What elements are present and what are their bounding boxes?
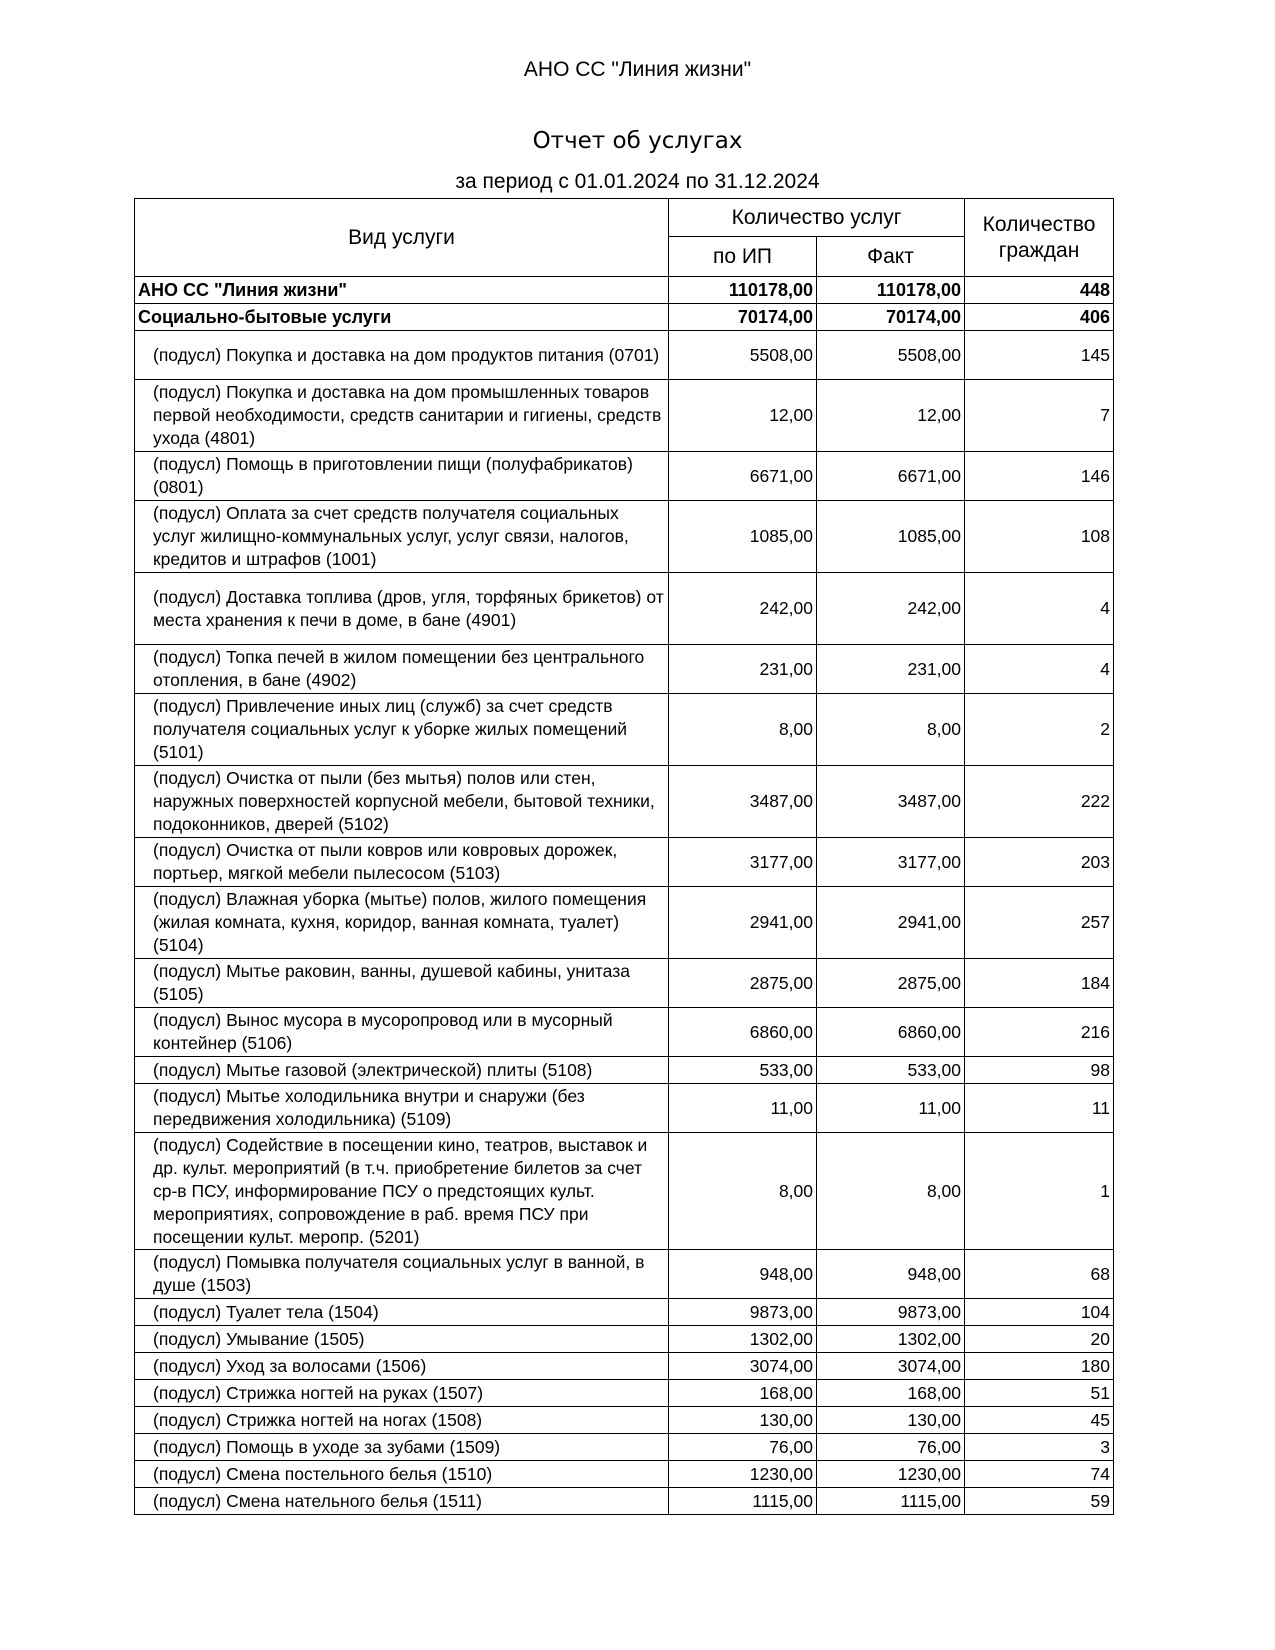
citizens-value: 45 — [965, 1407, 1114, 1434]
service-name: (подусл) Умывание (1505) — [135, 1326, 669, 1353]
total-fact: 110178,00 — [817, 277, 965, 304]
table-row — [135, 501, 1114, 573]
column-header-plan: по ИП — [669, 237, 817, 277]
service-name: (подусл) Стрижка ногтей на ногах (1508) — [135, 1407, 669, 1434]
fact-value: 76,00 — [817, 1434, 965, 1461]
citizens-value: 222 — [965, 766, 1114, 838]
table-row — [135, 1380, 1114, 1407]
service-name: (подусл) Очистка от пыли (без мытья) полов или стен, наружных поверхностей корпусной мебели, бытовой техники, подоконников, дверей (5102) — [135, 766, 669, 838]
service-name: (подусл) Очистка от пыли ковров или ковровых дорожек, портьер, мягкой мебели пылесосом (5103) — [135, 838, 669, 887]
service-name: (подусл) Туалет тела (1504) — [135, 1299, 669, 1326]
service-name: (подусл) Покупка и доставка на дом продуктов питания (0701) — [135, 331, 669, 380]
fact-value: 130,00 — [817, 1407, 965, 1434]
total-citizens: 448 — [965, 277, 1114, 304]
table-row — [135, 1133, 1114, 1250]
service-name: (подусл) Мытье раковин, ванны, душевой кабины, унитаза (5105) — [135, 959, 669, 1008]
column-header-service: Вид услуги — [135, 199, 669, 277]
group-name: Социально-бытовые услуги — [135, 304, 669, 331]
service-name: (подусл) Привлечение иных лиц (служб) за счет средств получателя социальных услуг к уборке жилых помещений (5101) — [135, 694, 669, 766]
fact-value: 6671,00 — [817, 452, 965, 501]
group-citizens: 406 — [965, 304, 1114, 331]
plan-value: 1302,00 — [669, 1326, 817, 1353]
group-row — [135, 304, 1114, 331]
plan-value: 3177,00 — [669, 838, 817, 887]
citizens-value: 74 — [965, 1461, 1114, 1488]
plan-value: 6671,00 — [669, 452, 817, 501]
citizens-value: 51 — [965, 1380, 1114, 1407]
table-row — [135, 452, 1114, 501]
citizens-value: 184 — [965, 959, 1114, 1008]
total-plan: 110178,00 — [669, 277, 817, 304]
fact-value: 3074,00 — [817, 1353, 965, 1380]
services-table — [134, 198, 1114, 1515]
service-name: (подусл) Стрижка ногтей на руках (1507) — [135, 1380, 669, 1407]
plan-value: 231,00 — [669, 645, 817, 694]
fact-value: 6860,00 — [817, 1008, 965, 1057]
fact-value: 948,00 — [817, 1250, 965, 1299]
total-row — [135, 277, 1114, 304]
fact-value: 231,00 — [817, 645, 965, 694]
service-name: (подусл) Мытье холодильника внутри и снаружи (без передвижения холодильника) (5109) — [135, 1084, 669, 1133]
total-name: АНО СС "Линия жизни" — [135, 277, 669, 304]
table-row — [135, 1326, 1114, 1353]
citizens-value: 3 — [965, 1434, 1114, 1461]
fact-value: 1230,00 — [817, 1461, 965, 1488]
organization-name: АНО СС "Линия жизни" — [523, 58, 752, 81]
citizens-value: 2 — [965, 694, 1114, 766]
fact-value: 12,00 — [817, 380, 965, 452]
column-header-citizens: Количество граждан — [965, 199, 1114, 277]
plan-value: 11,00 — [669, 1084, 817, 1133]
plan-value: 1230,00 — [669, 1461, 817, 1488]
plan-value: 6860,00 — [669, 1008, 817, 1057]
plan-value: 1115,00 — [669, 1488, 817, 1515]
table-row — [135, 380, 1114, 452]
plan-value: 2941,00 — [669, 887, 817, 959]
citizens-value: 180 — [965, 1353, 1114, 1380]
group-fact: 70174,00 — [817, 304, 965, 331]
citizens-value: 4 — [965, 573, 1114, 645]
fact-value: 1115,00 — [817, 1488, 965, 1515]
citizens-value: 4 — [965, 645, 1114, 694]
service-name: (подусл) Покупка и доставка на дом промышленных товаров первой необходимости, средств санитарии и гигиены, средств ухода (4801) — [135, 380, 669, 452]
plan-value: 8,00 — [669, 694, 817, 766]
table-row — [135, 645, 1114, 694]
fact-value: 1302,00 — [817, 1326, 965, 1353]
table-row — [135, 766, 1114, 838]
plan-value: 2875,00 — [669, 959, 817, 1008]
fact-value: 9873,00 — [817, 1299, 965, 1326]
citizens-value: 68 — [965, 1250, 1114, 1299]
fact-value: 168,00 — [817, 1380, 965, 1407]
table-row — [135, 1488, 1114, 1515]
service-name: (подусл) Помощь в приготовлении пищи (полуфабрикатов) (0801) — [135, 452, 669, 501]
service-name: (подусл) Смена постельного белья (1510) — [135, 1461, 669, 1488]
service-name: (подусл) Влажная уборка (мытье) полов, жилого помещения (жилая комната, кухня, коридор, ванная комната, туалет) (5104) — [135, 887, 669, 959]
service-name: (подусл) Мытье газовой (электрической) плиты (5108) — [135, 1057, 669, 1084]
group-plan: 70174,00 — [669, 304, 817, 331]
plan-value: 5508,00 — [669, 331, 817, 380]
fact-value: 242,00 — [817, 573, 965, 645]
citizens-value: 104 — [965, 1299, 1114, 1326]
plan-value: 3074,00 — [669, 1353, 817, 1380]
plan-value: 8,00 — [669, 1133, 817, 1250]
table-row — [135, 1407, 1114, 1434]
column-header-qty-group: Количество услуг — [669, 199, 965, 237]
fact-value: 3177,00 — [817, 838, 965, 887]
fact-value: 533,00 — [817, 1057, 965, 1084]
citizens-value: 20 — [965, 1326, 1114, 1353]
plan-value: 533,00 — [669, 1057, 817, 1084]
citizens-value: 146 — [965, 452, 1114, 501]
service-name: (подусл) Помощь в уходе за зубами (1509) — [135, 1434, 669, 1461]
fact-value: 8,00 — [817, 694, 965, 766]
table-row — [135, 1299, 1114, 1326]
citizens-value: 203 — [965, 838, 1114, 887]
plan-value: 9873,00 — [669, 1299, 817, 1326]
fact-value: 1085,00 — [817, 501, 965, 573]
fact-value: 5508,00 — [817, 331, 965, 380]
plan-value: 3487,00 — [669, 766, 817, 838]
service-name: (подусл) Вынос мусора в мусоропровод или в мусорный контейнер (5106) — [135, 1008, 669, 1057]
citizens-value: 216 — [965, 1008, 1114, 1057]
table-row — [135, 1057, 1114, 1084]
fact-value: 8,00 — [817, 1133, 965, 1250]
citizens-value: 108 — [965, 501, 1114, 573]
service-name: (подусл) Смена нательного белья (1511) — [135, 1488, 669, 1515]
fact-value: 11,00 — [817, 1084, 965, 1133]
citizens-value: 59 — [965, 1488, 1114, 1515]
table-row — [135, 838, 1114, 887]
fact-value: 3487,00 — [817, 766, 965, 838]
citizens-value: 1 — [965, 1133, 1114, 1250]
plan-value: 1085,00 — [669, 501, 817, 573]
table-row — [135, 1250, 1114, 1299]
plan-value: 76,00 — [669, 1434, 817, 1461]
table-row — [135, 1084, 1114, 1133]
plan-value: 948,00 — [669, 1250, 817, 1299]
citizens-value: 145 — [965, 331, 1114, 380]
table-row — [135, 1353, 1114, 1380]
service-name: (подусл) Топка печей в жилом помещении без центрального отопления, в бане (4902) — [135, 645, 669, 694]
citizens-value: 257 — [965, 887, 1114, 959]
table-row — [135, 1434, 1114, 1461]
report-period: за период с 01.01.2024 по 31.12.2024 — [455, 170, 820, 193]
fact-value: 2875,00 — [817, 959, 965, 1008]
table-row — [135, 1461, 1114, 1488]
table-row — [135, 959, 1114, 1008]
citizens-value: 7 — [965, 380, 1114, 452]
citizens-value: 98 — [965, 1057, 1114, 1084]
report-title: Отчет об услугах — [532, 128, 743, 154]
fact-value: 2941,00 — [817, 887, 965, 959]
service-name: (подусл) Оплата за счет средств получателя социальных услуг жилищно-коммунальных услуг, услуг связи, налогов, кредитов и штрафов (1001) — [135, 501, 669, 573]
plan-value: 242,00 — [669, 573, 817, 645]
service-name: (подусл) Содействие в посещении кино, театров, выставок и др. культ. мероприятий (в т.ч. приобретение билетов за счет ср-в ПСУ, информирование ПСУ о предстоящих культ. мероприятиях, сопровождение в раб. время ПСУ при посещении культ. меропр. (5201) — [135, 1133, 669, 1250]
plan-value: 168,00 — [669, 1380, 817, 1407]
plan-value: 12,00 — [669, 380, 817, 452]
column-header-fact: Факт — [817, 237, 965, 277]
plan-value: 130,00 — [669, 1407, 817, 1434]
table-row — [135, 573, 1114, 645]
table-row — [135, 1008, 1114, 1057]
service-name: (подусл) Доставка топлива (дров, угля, торфяных брикетов) от места хранения к печи в доме, в бане (4901) — [135, 573, 669, 645]
table-row — [135, 331, 1114, 380]
citizens-value: 11 — [965, 1084, 1114, 1133]
service-name: (подусл) Помывка получателя социальных услуг в ванной, в душе (1503) — [135, 1250, 669, 1299]
table-row — [135, 887, 1114, 959]
service-name: (подусл) Уход за волосами (1506) — [135, 1353, 669, 1380]
table-row — [135, 694, 1114, 766]
